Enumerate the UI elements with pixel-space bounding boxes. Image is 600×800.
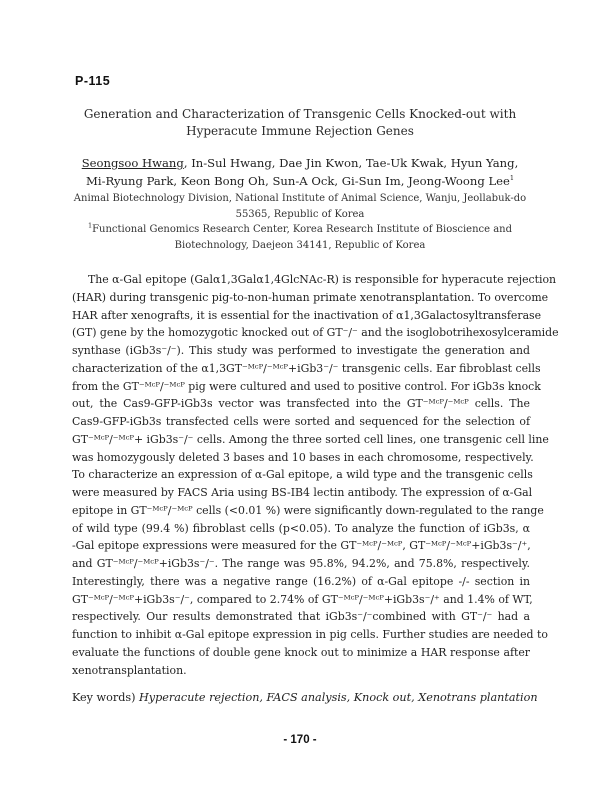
abstract-line: Cas9-GFP-iGb3s transfected cells were sorted and sequenced for the selection of [72,415,530,428]
affiliation-1: Animal Biotechnology Division, National Institute of Animal Science, Wanju, Jeollabuk-do 55365, Republic of Korea [73,193,527,220]
abstract-line: The α-Gal epitope (Galα1,3Galα1,4GlcNAc-R) is responsible for hyperacute rejection [88,273,557,286]
abstract-line: respectively. Our results demonstrated that iGb3s⁻/⁻combined with GT⁻/⁻ had a [72,610,530,624]
keywords [72,690,538,706]
keywords-list: Hyperacute rejection, FACS analysis, Knock out, Xenotrans plantation [139,691,538,704]
abstract-line: GT⁻ᴹᶜᴾ/⁻ᴹᶜᴾ+ iGb3s⁻/⁻ cells. Among the three sorted cell lines, one transgenic cell line [72,432,549,446]
abstract-line: HAR after xenografts, it is essential for the inactivation of α1,3Galactosyltransferase [72,308,542,322]
title-line-1: Generation and Characterization of Transgenic Cells Knocked-out with [83,107,517,121]
abstract-line: function to inhibit α-Gal epitope expression in pig cells. Further studies are needed to [72,628,548,641]
abstract-line: from the GT⁻ᴹᶜᴾ/⁻ᴹᶜᴾ pig were cultured and used to positive control. For iGb3s knock [72,379,541,393]
authors [58,155,542,190]
abstract-line: out, the Cas9-GFP-iGb3s vector was transfected into the GT⁻ᴹᶜᴾ/⁻ᴹᶜᴾ cells. The [72,397,530,411]
authors-line-1-rest: , In-Sul Hwang, Dae Jin Kwon, Tae-Uk Kwak, Hyun Yang, [183,156,519,170]
abstract-line: GT⁻ᴹᶜᴾ/⁻ᴹᶜᴾ+iGb3s⁻/⁻, compared to 2.74% of GT⁻ᴹᶜᴾ/⁻ᴹᶜᴾ+iGb3s⁻/⁺ and 1.4% of WT, [72,592,533,606]
abstract-line: (GT) gene by the homozygotic knocked out of GT⁻/⁻ and the isoglobotrihexosylceramide [72,326,559,340]
keywords-label: Key words) [72,691,136,704]
authors-line-2: Mi-Ryung Park, Keon Bong Oh, Sun-A Ock, Gi-Sun Im, Jeong-Woong Lee$^1$ [85,173,515,188]
abstract-line: evaluate the functions of double gene knock out to minimize a HAR response after [72,645,530,659]
poster-code: P-115 [75,74,111,88]
abstract-line: was homozygously deleted 3 bases and 10 bases in each chromosome, respectively. [72,450,534,464]
abstract-line: were measured by FACS Aria using BS-IB4 lectin antibody. The expression of α-Gal [72,486,533,499]
abstract-line: of wild type (99.4 %) fibroblast cells (p<0.05). To analyze the function of iGb3s, α [72,521,530,535]
page-number: - 170 - [283,734,317,746]
abstract-body [72,271,559,679]
affiliation-mark: 1 [87,221,93,230]
affiliation-2: $^1$Functional Genomics Research Center, Korea Research Institute of Bioscience and Biotechnology, Daejeon 34141, Republic of Korea [87,221,513,251]
abstract-line: and GT⁻ᴹᶜᴾ/⁻ᴹᶜᴾ+iGb3s⁻/⁻. The range was 95.8%, 94.2%, and 75.8%, respectively. [72,557,530,570]
authors-line-1 [58,155,542,173]
abstract-line: To characterize an expression of α-Gal epitope, a wild type and the transgenic cells [72,468,533,482]
abstract-line: synthase (iGb3s⁻/⁻). This study was performed to investigate the generation and [72,344,530,357]
presenting-author: Seongsoo Hwang [81,156,184,170]
abstract-line: characterization of the α1,3GT⁻ᴹᶜᴾ/⁻ᴹᶜᴾ+iGb3⁻/⁻ transgenic cells. Ear fibroblast cells [72,361,541,375]
abstract-line: -Gal epitope expressions were measured for the GT⁻ᴹᶜᴾ/⁻ᴹᶜᴾ, GT⁻ᴹᶜᴾ/⁻ᴹᶜᴾ+iGb3s⁻/⁺, [72,539,531,553]
paper-title [70,106,530,140]
abstract-line: Interestingly, there was a negative range (16.2%) of α-Gal epitope -/- section in [72,574,530,588]
title-line-2: Hyperacute Immune Rejection Genes [186,124,414,138]
abstract-line: (HAR) during transgenic pig-to-non-human primate xenotransplantation. To overcome [72,290,549,304]
author-affiliation-mark: 1 [509,173,515,182]
abstract-line: epitope in GT⁻ᴹᶜᴾ/⁻ᴹᶜᴾ cells (<0.01 %) were significantly down-regulated to the range [72,503,544,517]
abstract-line: xenotransplantation. [72,663,187,677]
